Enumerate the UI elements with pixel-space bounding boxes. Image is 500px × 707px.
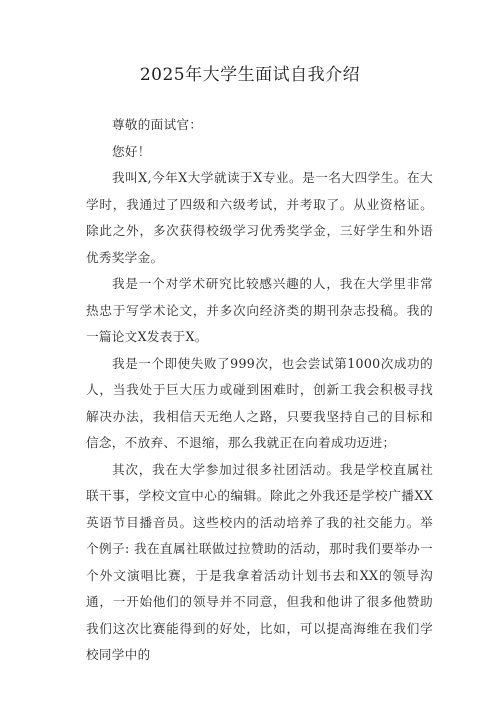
greeting: 您好！ [112, 143, 151, 159]
salutation: 尊敬的面试官： [112, 117, 203, 132]
paragraph-activities: 其次，我在大学参加过很多社团活动。我是学校直属社联干事，学校文宣中心的编辑。除此之外我还是学校广播XX英语节目播音员。这些校内的活动培养了我的社交能力。举个例子: 我在直属社联做过拉赞助的活动，那时我们要举办一个外文演唱比赛，于是我拿着活动计划书去和XX的领导沟通，一开始他们的领导并不同意，但我和他讲了很多他赞助我们这次比赛能得到的好处，比如，可以提高海维在我们学校同学中的 [86, 461, 433, 662]
document-title: 2025年大学生面试自我介绍 [139, 65, 361, 85]
document-body [86, 112, 433, 669]
paragraph-perseverance: 我是一个即使失败了999次，也会尝试第1000次成功的人，当我处于巨大压力或碰到困难时，创新工我会积极寻找解决办法，我相信天无绝人之路，只要我坚持自己的目标和信念，不放弃、不退缩，那么我就正在向着成功迈进； [86, 355, 433, 450]
paragraph-research: 我是一个对学术研究比较感兴趣的人，我在大学里非常热忠于写学术论文，并多次向经济类的期刊杂志投稿。我的一篇论文X发表于X。 [86, 276, 433, 344]
paragraph-introduction: 我叫X,今年X大学就读于X专业。是一名大四学生。在大学时，我通过了四级和六级考试，并考取了。从业资格证。除此之外，多次获得校级学习优秀奖学金，三好学生和外语优秀奖学金。 [86, 170, 433, 265]
